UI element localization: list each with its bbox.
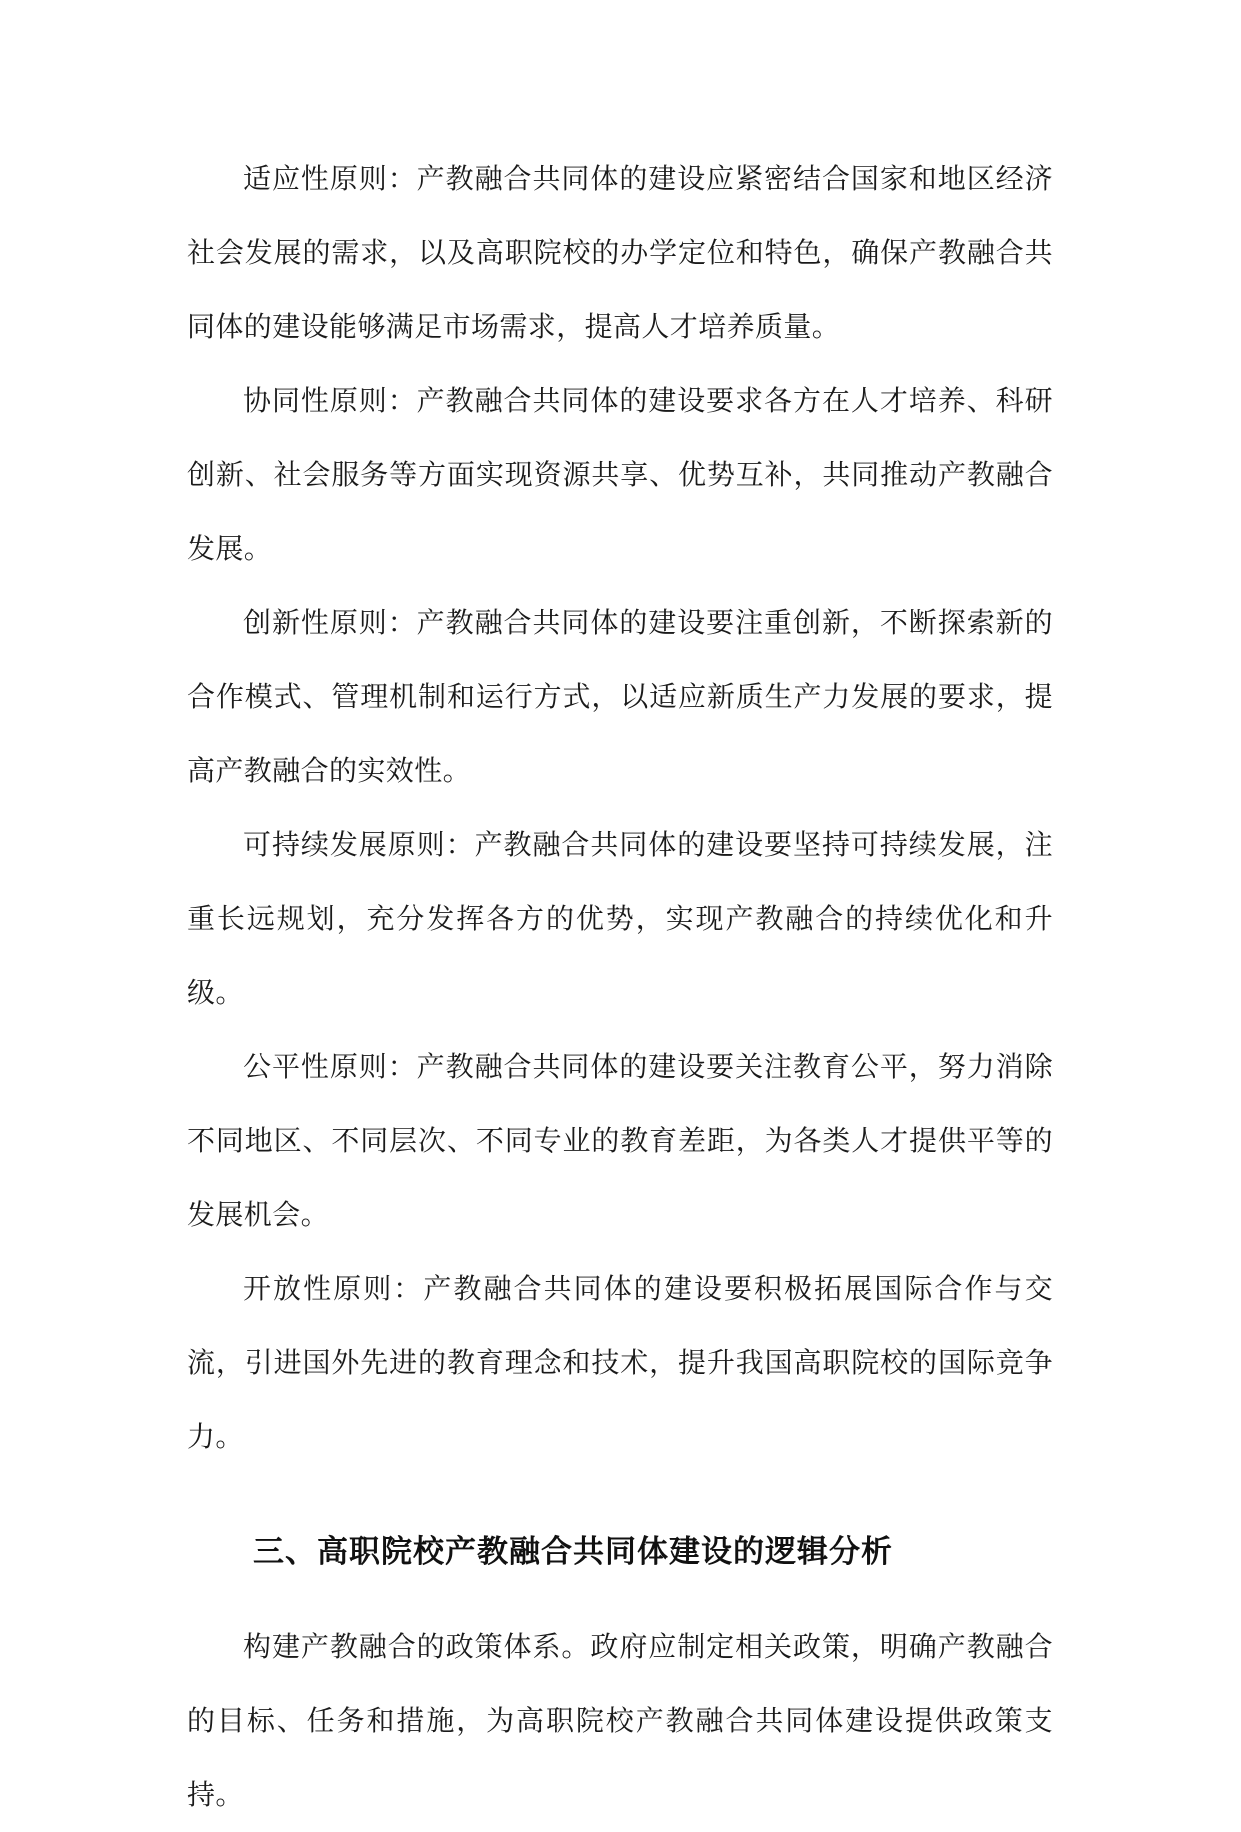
paragraph-openness-principle: 开放性原则：产教融合共同体的建设要积极拓展国际合作与交流，引进国外先进的教育理念和技术，提升我国高职院校的国际竞争力。 (187, 1272, 1053, 1453)
paragraph-innovation-principle: 创新性原则：产教融合共同体的建设要注重创新，不断探索新的合作模式、管理机制和运行方式，以适应新质生产力发展的要求，提高产教融合的实效性。 (187, 606, 1053, 787)
paragraph-sustainability-principle: 可持续发展原则：产教融合共同体的建设要坚持可持续发展，注重长远规划，充分发挥各方的优势，实现产教融合的持续优化和升级。 (187, 828, 1053, 1009)
section-heading: 三、高职院校产教融合共同体建设的逻辑分析 (253, 1534, 893, 1570)
document-body (187, 142, 1053, 1832)
paragraph-synergy-principle: 协同性原则：产教融合共同体的建设要求各方在人才培养、科研创新、社会服务等方面实现资源共享、优势互补，共同推动产教融合发展。 (187, 384, 1053, 565)
paragraph-fairness-principle: 公平性原则：产教融合共同体的建设要关注教育公平，努力消除不同地区、不同层次、不同专业的教育差距，为各类人才提供平等的发展机会。 (187, 1050, 1053, 1231)
paragraph-policy-system: 构建产教融合的政策体系。政府应制定相关政策，明确产教融合的目标、任务和措施，为高职院校产教融合共同体建设提供政策支持。 (187, 1630, 1053, 1811)
paragraph-adaptability-principle: 适应性原则：产教融合共同体的建设应紧密结合国家和地区经济社会发展的需求，以及高职院校的办学定位和特色，确保产教融合共同体的建设能够满足市场需求，提高人才培养质量。 (187, 162, 1053, 343)
